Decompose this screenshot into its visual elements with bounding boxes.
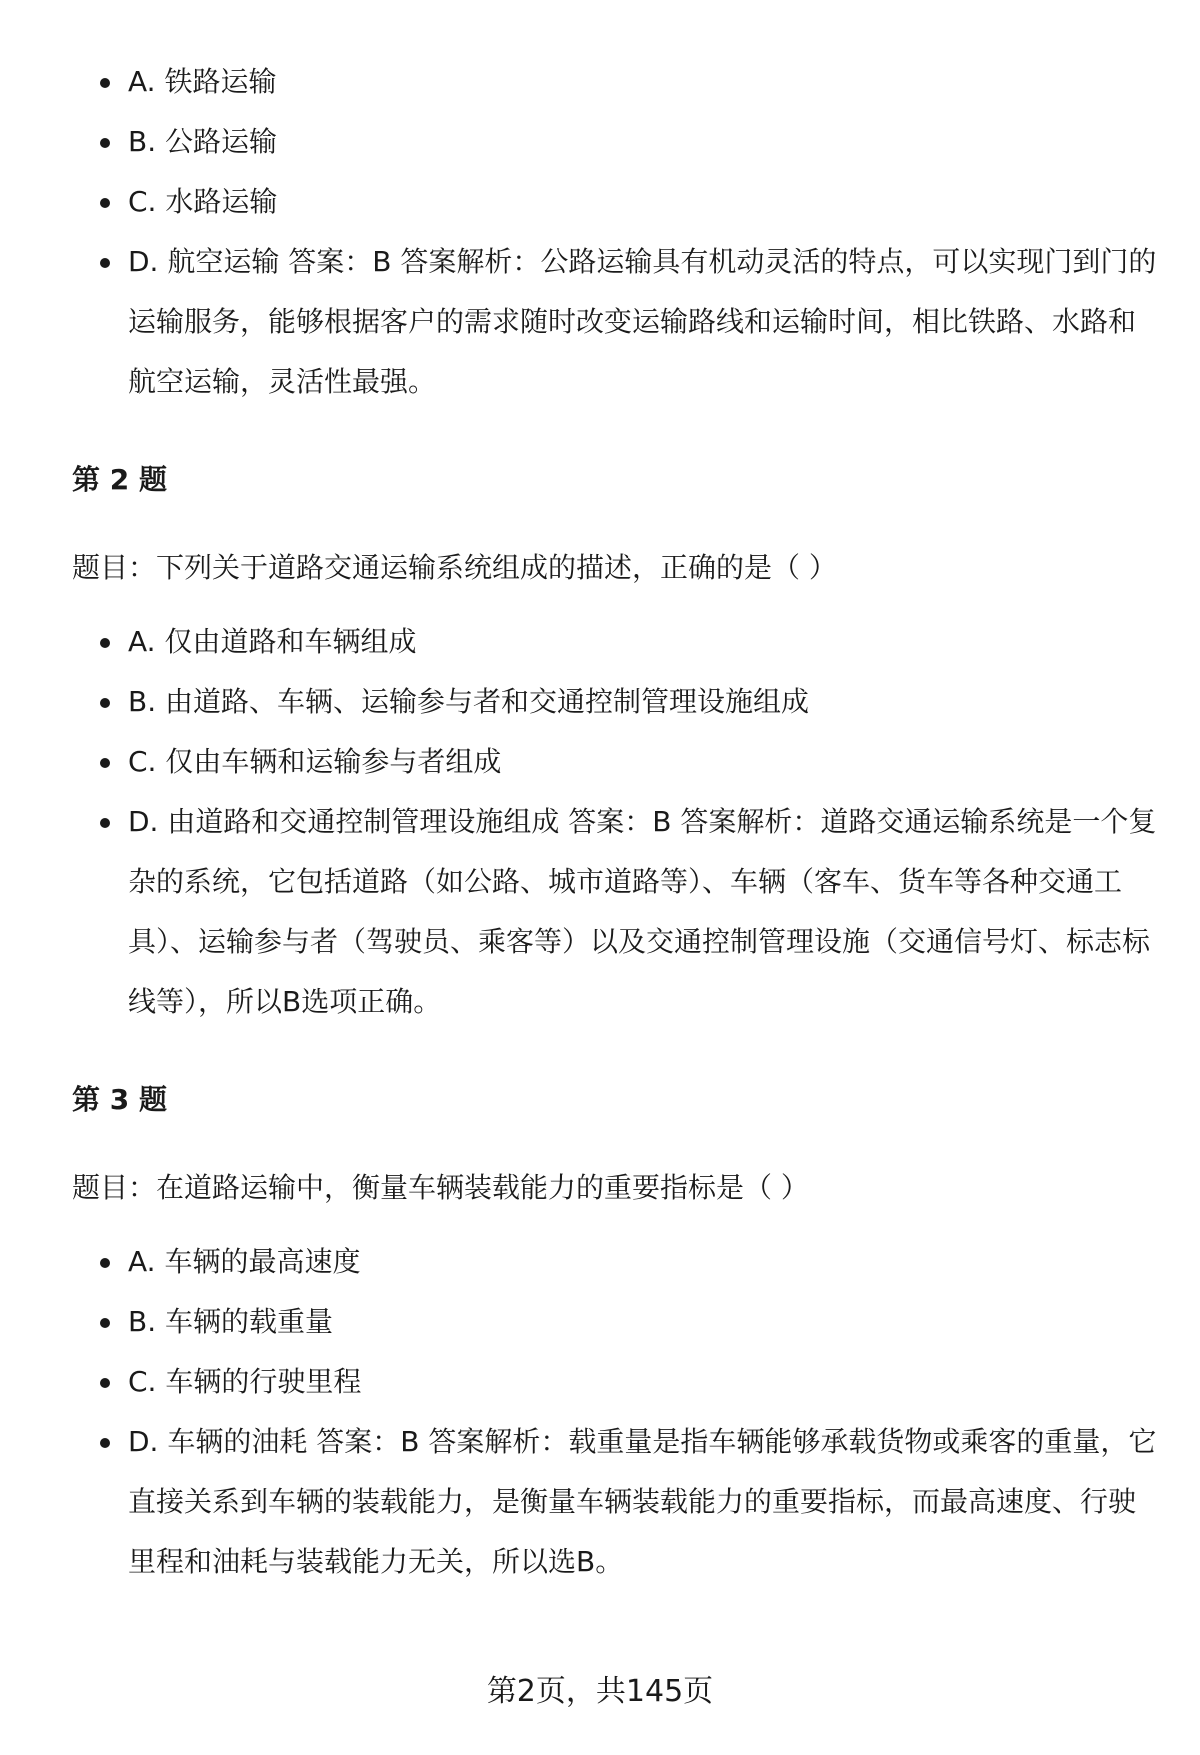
bullet-icon [100, 1438, 110, 1448]
bullet-icon [100, 1378, 110, 1388]
question-2-title: 第 2 题 [72, 463, 167, 496]
bullet-icon [100, 818, 110, 828]
page-number-footer: 第2页，共145页 [486, 1674, 714, 1709]
question-3-options [72, 1232, 1160, 1592]
option-d-with-answer: D. 航空运输 答案：B 答案解析：公路运输具有机动灵活的特点，可以实现门到门的运输服务，能够根据客户的需求随时改变运输路线和运输时间，相比铁路、水路和航空运输，灵活性最强。 [72, 232, 1160, 412]
option-a: A. 铁路运输 [72, 52, 1160, 112]
bullet-icon [100, 638, 110, 648]
bullet-icon [100, 1318, 110, 1328]
option-c: C. 车辆的行驶里程 [72, 1352, 1160, 1412]
question-1-options [72, 52, 1160, 412]
bullet-icon [100, 698, 110, 708]
question-2-stem: 题目：下列关于道路交通运输系统组成的描述，正确的是（ ） [72, 551, 837, 584]
option-c: C. 水路运输 [72, 172, 1160, 232]
option-a: A. 车辆的最高速度 [72, 1232, 1160, 1292]
bullet-icon [100, 78, 110, 88]
option-b: B. 公路运输 [72, 112, 1160, 172]
bullet-icon [100, 1258, 110, 1268]
option-d-with-answer: D. 由道路和交通控制管理设施组成 答案：B 答案解析：道路交通运输系统是一个复杂的系统，它包括道路（如公路、城市道路等）、车辆（客车、货车等各种交通工具）、运输参与者（驾驶员、乘客等）以及交通控制管理设施（交通信号灯、标志标线等），所以B选项正确。 [72, 792, 1160, 1032]
question-3-stem: 题目：在道路运输中，衡量车辆装载能力的重要指标是（ ） [72, 1171, 809, 1204]
bullet-icon [100, 258, 110, 268]
option-b: B. 车辆的载重量 [72, 1292, 1160, 1352]
bullet-icon [100, 758, 110, 768]
option-c: C. 仅由车辆和运输参与者组成 [72, 732, 1160, 792]
bullet-icon [100, 138, 110, 148]
question-3-title: 第 3 题 [72, 1083, 167, 1116]
option-d-with-answer: D. 车辆的油耗 答案：B 答案解析：载重量是指车辆能够承载货物或乘客的重量，它直接关系到车辆的装载能力，是衡量车辆装载能力的重要指标，而最高速度、行驶里程和油耗与装载能力无关，所以选B。 [72, 1412, 1160, 1592]
question-2-options [72, 612, 1160, 1032]
option-a: A. 仅由道路和车辆组成 [72, 612, 1160, 672]
bullet-icon [100, 198, 110, 208]
option-b: B. 由道路、车辆、运输参与者和交通控制管理设施组成 [72, 672, 1160, 732]
